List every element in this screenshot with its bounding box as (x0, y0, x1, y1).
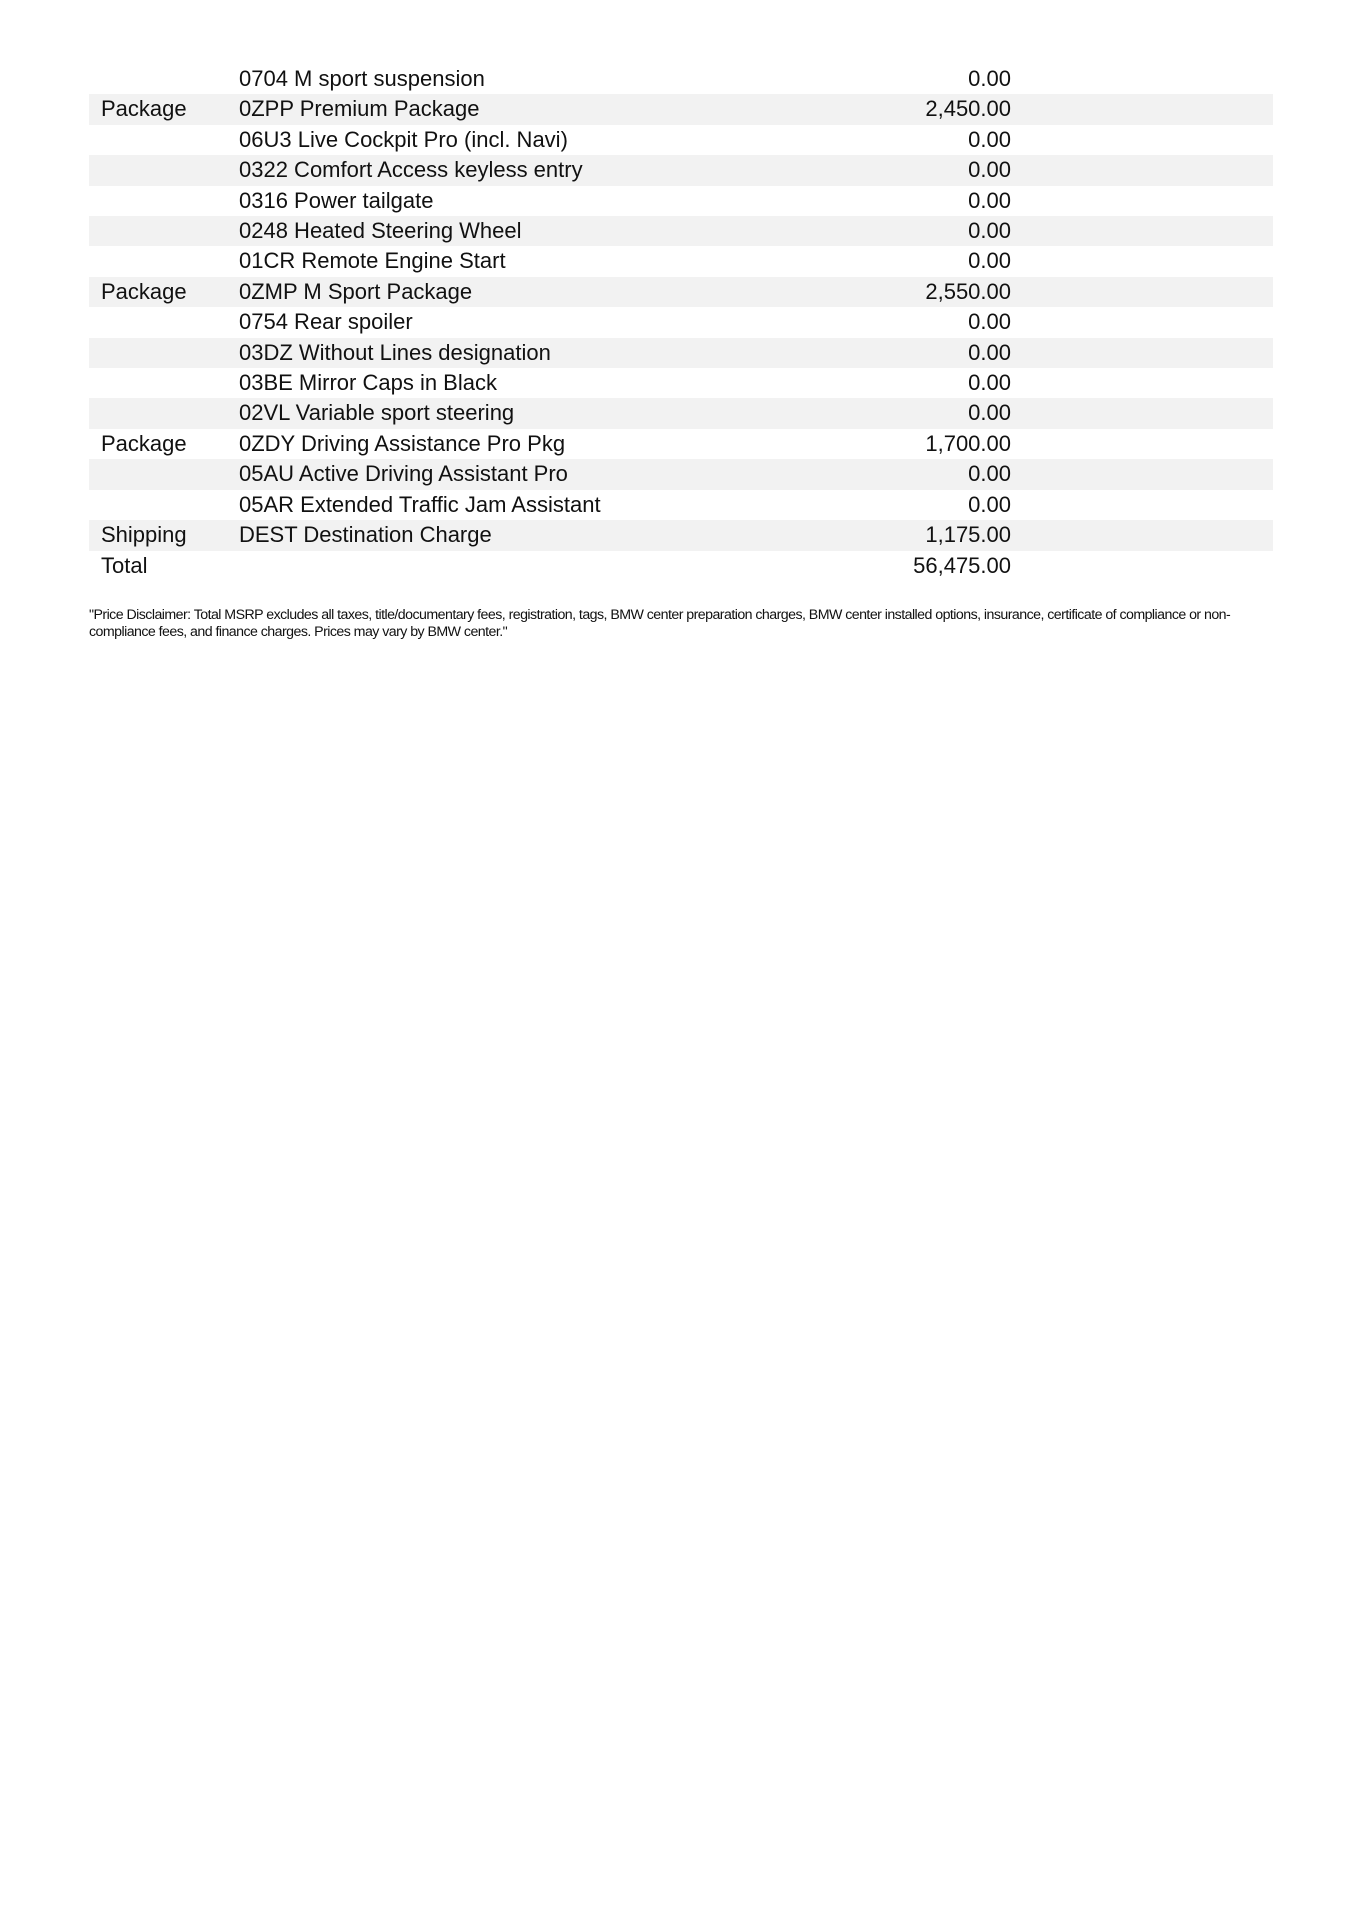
row-description: 0ZMP M Sport Package (239, 277, 709, 307)
row-description: 0322 Comfort Access keyless entry (239, 155, 709, 185)
row-spacer (1011, 398, 1273, 428)
row-price: 0.00 (709, 216, 1011, 246)
table-row (89, 490, 1273, 520)
table-row (89, 368, 1273, 398)
row-spacer (1011, 520, 1273, 550)
row-category: Package (89, 94, 239, 124)
table-row (89, 94, 1273, 124)
table-row (89, 125, 1273, 155)
table-row (89, 64, 1273, 94)
row-spacer (1011, 368, 1273, 398)
row-spacer (1011, 490, 1273, 520)
row-price: 0.00 (709, 155, 1011, 185)
row-description: 05AU Active Driving Assistant Pro (239, 459, 709, 489)
table-row (89, 155, 1273, 185)
row-description: DEST Destination Charge (239, 520, 709, 550)
row-spacer (1011, 94, 1273, 124)
row-price: 0.00 (709, 398, 1011, 428)
row-category (89, 307, 239, 337)
row-price: 0.00 (709, 338, 1011, 368)
row-spacer (1011, 307, 1273, 337)
row-spacer (1011, 459, 1273, 489)
row-category (89, 368, 239, 398)
price-disclaimer: "Price Disclaimer: Total MSRP excludes all taxes, title/documentary fees, registration, tags, BMW center preparation charges, BMW center installed options, insurance, certificate of compliance or non-compliance fees, and finance charges. Prices may vary by BMW center." (89, 606, 1231, 640)
row-price: 0.00 (968, 491, 1011, 517)
row-category (89, 186, 239, 216)
row-category (89, 155, 239, 185)
row-price: 0.00 (968, 370, 1011, 396)
row-price: 0.00 (968, 66, 1011, 91)
row-description: 0248 Heated Steering Wheel (239, 216, 709, 246)
row-spacer (1011, 277, 1273, 307)
row-price: 0.00 (968, 309, 1011, 335)
row-spacer (1011, 246, 1273, 276)
row-spacer (1011, 155, 1273, 185)
row-price: 0.00 (968, 248, 1011, 274)
row-description: 0316 Power tailgate (239, 187, 434, 213)
row-category (89, 216, 239, 246)
row-description: 0ZPP Premium Package (239, 94, 709, 124)
row-description: 06U3 Live Cockpit Pro (incl. Navi) (239, 126, 568, 152)
row-spacer (1011, 125, 1273, 155)
row-category (89, 459, 239, 489)
row-category (89, 125, 239, 155)
table-row (89, 459, 1273, 489)
row-category (89, 64, 239, 94)
row-description: 03DZ Without Lines designation (239, 338, 709, 368)
price-sheet (89, 64, 1273, 641)
row-spacer (1011, 216, 1273, 246)
row-spacer (1011, 429, 1273, 459)
total-spacer (239, 551, 709, 581)
table-row (89, 338, 1273, 368)
row-price: 2,450.00 (709, 94, 1011, 124)
row-spacer (1011, 551, 1273, 581)
row-spacer (1011, 186, 1273, 216)
row-description: 01CR Remote Engine Start (239, 248, 506, 274)
table-row (89, 277, 1273, 307)
row-description: 0704 M sport suspension (239, 66, 485, 91)
row-spacer (1011, 338, 1273, 368)
total-value: 56,475.00 (913, 552, 1011, 578)
row-price: 0.00 (968, 126, 1011, 152)
table-row (89, 429, 1273, 459)
table-row (89, 307, 1273, 337)
row-price: 1,175.00 (709, 520, 1011, 550)
row-category: Package (101, 430, 187, 456)
row-category (89, 398, 239, 428)
row-spacer (1011, 64, 1273, 94)
row-description: 02VL Variable sport steering (239, 398, 709, 428)
row-price: 2,550.00 (709, 277, 1011, 307)
row-price: 1,700.00 (925, 430, 1011, 456)
table-row (89, 246, 1273, 276)
total-label: Total (101, 552, 148, 578)
row-category (89, 338, 239, 368)
table-row (89, 520, 1273, 550)
row-price: 0.00 (968, 187, 1011, 213)
row-category (89, 246, 239, 276)
row-category: Shipping (89, 520, 239, 550)
table-row (89, 216, 1273, 246)
row-description: 05AR Extended Traffic Jam Assistant (239, 491, 601, 517)
row-description: 03BE Mirror Caps in Black (239, 370, 497, 396)
row-category: Package (89, 277, 239, 307)
row-description: 0ZDY Driving Assistance Pro Pkg (239, 430, 566, 456)
row-description: 0754 Rear spoiler (239, 309, 413, 335)
row-category (89, 490, 239, 520)
price-table-body (89, 64, 1273, 581)
table-row (89, 398, 1273, 428)
table-row (89, 186, 1273, 216)
row-price: 0.00 (709, 459, 1011, 489)
total-row (89, 551, 1273, 581)
price-table (89, 64, 1273, 581)
